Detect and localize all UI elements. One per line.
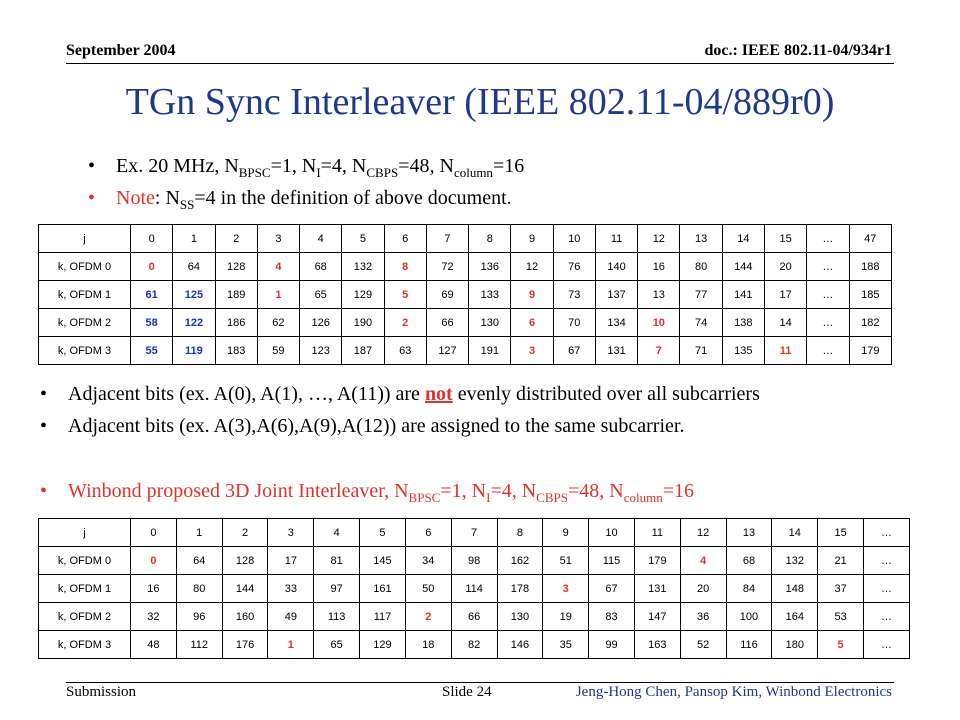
table-cell: 32 — [131, 603, 177, 631]
table-cell: 68 — [726, 547, 772, 575]
table-cell: 64 — [176, 547, 222, 575]
table-cell: 73 — [553, 281, 595, 309]
footer-authors: Jeng-Hong Chen, Pansop Kim, Winbond Electronics — [575, 684, 892, 700]
table-cell: 61 — [131, 281, 173, 309]
table-cell: 0 — [131, 519, 177, 547]
table-row — [39, 225, 892, 253]
row-label: k, OFDM 0 — [39, 253, 131, 281]
table-cell: 80 — [176, 575, 222, 603]
table-cell: 147 — [634, 603, 680, 631]
table-cell: 162 — [497, 547, 543, 575]
table-cell: 144 — [222, 575, 268, 603]
table-cell: 7 — [638, 337, 680, 365]
footer-submission: Submission — [66, 684, 137, 700]
table-cell: 10 — [589, 519, 635, 547]
table-cell: 96 — [176, 603, 222, 631]
tgn-interleaver-table — [38, 224, 892, 365]
row-label: j — [39, 225, 131, 253]
table-cell: 179 — [634, 547, 680, 575]
table-cell: 115 — [589, 547, 635, 575]
table-cell: 129 — [360, 631, 406, 659]
table-row — [39, 519, 910, 547]
table-cell: … — [864, 575, 910, 603]
row-label: k, OFDM 1 — [39, 575, 131, 603]
table-cell: 13 — [638, 281, 680, 309]
table-cell: 6 — [511, 309, 553, 337]
table-cell: 122 — [173, 309, 215, 337]
table-cell: 136 — [469, 253, 511, 281]
header-doc-id: doc.: IEEE 802.11-04/934r1 — [704, 42, 892, 59]
table-cell: 98 — [451, 547, 497, 575]
table-cell: 17 — [268, 547, 314, 575]
table-cell: 11 — [764, 337, 806, 365]
table-cell: 191 — [469, 337, 511, 365]
table-cell: 81 — [314, 547, 360, 575]
table-cell: 1 — [268, 631, 314, 659]
table-cell: 13 — [680, 225, 722, 253]
table-cell: 20 — [680, 575, 726, 603]
table-row — [39, 281, 892, 309]
row-label: k, OFDM 0 — [39, 547, 131, 575]
table-row — [39, 337, 892, 365]
table-cell: 2 — [215, 225, 257, 253]
table-cell: 9 — [511, 281, 553, 309]
table-cell: 133 — [469, 281, 511, 309]
table-cell: 15 — [764, 225, 806, 253]
table-cell: 17 — [764, 281, 806, 309]
table-cell: 1 — [173, 225, 215, 253]
table-cell: 83 — [589, 603, 635, 631]
table-cell: 3 — [511, 337, 553, 365]
table-cell: 127 — [426, 337, 468, 365]
table-cell: 132 — [342, 253, 384, 281]
table-cell: 8 — [469, 225, 511, 253]
table-cell: 76 — [553, 253, 595, 281]
table-cell: 189 — [215, 281, 257, 309]
table-cell: 125 — [173, 281, 215, 309]
table-cell: 128 — [215, 253, 257, 281]
table-cell: 126 — [300, 309, 342, 337]
table-cell: 12 — [511, 253, 553, 281]
table-cell: 113 — [314, 603, 360, 631]
table-cell: 21 — [818, 547, 864, 575]
table-cell: 0 — [131, 225, 173, 253]
table-cell: 2 — [405, 603, 451, 631]
table-cell: 1 — [176, 519, 222, 547]
table-cell: 67 — [553, 337, 595, 365]
table-cell: 0 — [131, 547, 177, 575]
table-cell: 160 — [222, 603, 268, 631]
table-cell: 182 — [849, 309, 891, 337]
table-cell: 164 — [772, 603, 818, 631]
table-cell: 35 — [543, 631, 589, 659]
footer-slide-number: Slide 24 — [442, 684, 492, 700]
table-cell: 51 — [543, 547, 589, 575]
bullet-example: • Ex. 20 MHz, $N_{BPSC}=1$, $N_I=4$, $N_{CBPS}=48$, $N_{column}=16$ — [88, 155, 525, 180]
row-label: k, OFDM 3 — [39, 337, 131, 365]
table-cell: 50 — [405, 575, 451, 603]
table-cell: 77 — [680, 281, 722, 309]
table-cell: 55 — [131, 337, 173, 365]
table-cell: 5 — [342, 225, 384, 253]
table-cell: 140 — [595, 253, 637, 281]
table-cell: … — [807, 309, 849, 337]
table-cell: 3 — [268, 519, 314, 547]
table-cell: 180 — [772, 631, 818, 659]
table-cell: 97 — [314, 575, 360, 603]
table-cell: 72 — [426, 253, 468, 281]
table-cell: 186 — [215, 309, 257, 337]
table-cell: 16 — [638, 253, 680, 281]
table-cell: … — [864, 631, 910, 659]
table-row — [39, 603, 910, 631]
table-cell: 131 — [595, 337, 637, 365]
table-cell: … — [864, 547, 910, 575]
bullet-adjacent-not-distributed: • Adjacent bits (ex. A(0), A(1), …, A(11)) are not evenly distributed over all subcarriers — [40, 383, 760, 405]
table-cell: 138 — [722, 309, 764, 337]
table-cell: 100 — [726, 603, 772, 631]
table-cell: 176 — [222, 631, 268, 659]
table-cell: 183 — [215, 337, 257, 365]
table-cell: 48 — [131, 631, 177, 659]
table-cell: 4 — [680, 547, 726, 575]
table-cell: 185 — [849, 281, 891, 309]
table-cell: 53 — [818, 603, 864, 631]
table-cell: 63 — [384, 337, 426, 365]
table-cell: 11 — [634, 519, 680, 547]
table-cell: 3 — [257, 225, 299, 253]
table-cell: 141 — [722, 281, 764, 309]
table-cell: 130 — [497, 603, 543, 631]
table-cell: 4 — [300, 225, 342, 253]
table-cell: 178 — [497, 575, 543, 603]
table-cell: 144 — [722, 253, 764, 281]
bullet-same-subcarrier: • Adjacent bits (ex. A(3),A(6),A(9),A(12)) are assigned to the same subcarrier. — [40, 415, 685, 437]
table-cell: 20 — [764, 253, 806, 281]
table-cell: 4 — [257, 253, 299, 281]
table-cell: 145 — [360, 547, 406, 575]
table-cell: 69 — [426, 281, 468, 309]
table-cell: 14 — [722, 225, 764, 253]
table-cell: 65 — [314, 631, 360, 659]
table-cell: 68 — [300, 253, 342, 281]
table-cell: 70 — [553, 309, 595, 337]
table-cell: 62 — [257, 309, 299, 337]
table-cell: 131 — [634, 575, 680, 603]
row-label: k, OFDM 1 — [39, 281, 131, 309]
table-cell: 36 — [680, 603, 726, 631]
table-cell: 71 — [680, 337, 722, 365]
row-label: j — [39, 519, 131, 547]
table-cell: 6 — [405, 519, 451, 547]
table-cell: 82 — [451, 631, 497, 659]
table-cell: 148 — [772, 575, 818, 603]
table-cell: 14 — [772, 519, 818, 547]
table-cell: 190 — [342, 309, 384, 337]
table-cell: 58 — [131, 309, 173, 337]
table-cell: 8 — [497, 519, 543, 547]
table-cell: 12 — [638, 225, 680, 253]
table-cell: 52 — [680, 631, 726, 659]
table-cell: 6 — [384, 225, 426, 253]
row-label: k, OFDM 2 — [39, 603, 131, 631]
table-cell: 137 — [595, 281, 637, 309]
table-cell: 65 — [300, 281, 342, 309]
table-cell: 9 — [511, 225, 553, 253]
table-cell: 14 — [764, 309, 806, 337]
table-cell: 187 — [342, 337, 384, 365]
bullet-note: • Note: $N_{SS}=4$ in the definition of above document. — [88, 187, 512, 212]
table-cell: 15 — [818, 519, 864, 547]
row-label: k, OFDM 3 — [39, 631, 131, 659]
table-cell: 18 — [405, 631, 451, 659]
table-cell: 0 — [131, 253, 173, 281]
table-cell: 112 — [176, 631, 222, 659]
table-cell: … — [807, 337, 849, 365]
table-row — [39, 253, 892, 281]
table-cell: … — [807, 281, 849, 309]
table-cell: … — [864, 519, 910, 547]
table-cell: 49 — [268, 603, 314, 631]
table-cell: 12 — [680, 519, 726, 547]
table-cell: 135 — [722, 337, 764, 365]
table-cell: 146 — [497, 631, 543, 659]
table-cell: 4 — [314, 519, 360, 547]
table-cell: 37 — [818, 575, 864, 603]
table-cell: 179 — [849, 337, 891, 365]
table-cell: 74 — [680, 309, 722, 337]
table-cell: 119 — [173, 337, 215, 365]
table-cell: 2 — [384, 309, 426, 337]
table-cell: 188 — [849, 253, 891, 281]
table-cell: 34 — [405, 547, 451, 575]
table-cell: 5 — [818, 631, 864, 659]
footer-divider — [66, 682, 894, 683]
slide-title: TGn Sync Interleaver (IEEE 802.11-04/889r0) — [125, 81, 835, 123]
winbond-interleaver-table — [38, 518, 910, 659]
table-cell: 47 — [849, 225, 891, 253]
table-cell: 67 — [589, 575, 635, 603]
table-cell: … — [807, 253, 849, 281]
table-cell: 129 — [342, 281, 384, 309]
table-cell: 33 — [268, 575, 314, 603]
table-cell: 16 — [131, 575, 177, 603]
table-cell: 134 — [595, 309, 637, 337]
table-cell: 8 — [384, 253, 426, 281]
table-cell: 128 — [222, 547, 268, 575]
table-cell: 130 — [469, 309, 511, 337]
table-cell: 123 — [300, 337, 342, 365]
table-cell: 114 — [451, 575, 497, 603]
table-cell: 13 — [726, 519, 772, 547]
table-cell: 11 — [595, 225, 637, 253]
table-cell: 64 — [173, 253, 215, 281]
table-cell: 116 — [726, 631, 772, 659]
table-cell: 3 — [543, 575, 589, 603]
table-cell: … — [864, 603, 910, 631]
table-cell: 7 — [451, 519, 497, 547]
table-cell: 9 — [543, 519, 589, 547]
table-row — [39, 309, 892, 337]
table-cell: 10 — [553, 225, 595, 253]
table-cell: 5 — [384, 281, 426, 309]
table-cell: 99 — [589, 631, 635, 659]
table-cell: … — [807, 225, 849, 253]
table-row — [39, 547, 910, 575]
table-cell: 7 — [426, 225, 468, 253]
table-cell: 117 — [360, 603, 406, 631]
table-cell: 66 — [426, 309, 468, 337]
table-cell: 19 — [543, 603, 589, 631]
table-cell: 2 — [222, 519, 268, 547]
table-cell: 5 — [360, 519, 406, 547]
table-cell: 84 — [726, 575, 772, 603]
table-cell: 66 — [451, 603, 497, 631]
table-cell: 163 — [634, 631, 680, 659]
header-date: September 2004 — [66, 42, 176, 59]
table-cell: 1 — [257, 281, 299, 309]
row-label: k, OFDM 2 — [39, 309, 131, 337]
bullet-winbond-proposal: • Winbond proposed 3D Joint Interleaver, $N_{BPSC}=1$, $N_I=4$, $N_{CBPS}=48$, $N_{column}=16$ — [40, 480, 694, 505]
table-cell: 59 — [257, 337, 299, 365]
table-cell: 10 — [638, 309, 680, 337]
table-cell: 80 — [680, 253, 722, 281]
table-cell: 161 — [360, 575, 406, 603]
header-divider — [66, 63, 894, 64]
table-row — [39, 631, 910, 659]
table-cell: 132 — [772, 547, 818, 575]
table-row — [39, 575, 910, 603]
